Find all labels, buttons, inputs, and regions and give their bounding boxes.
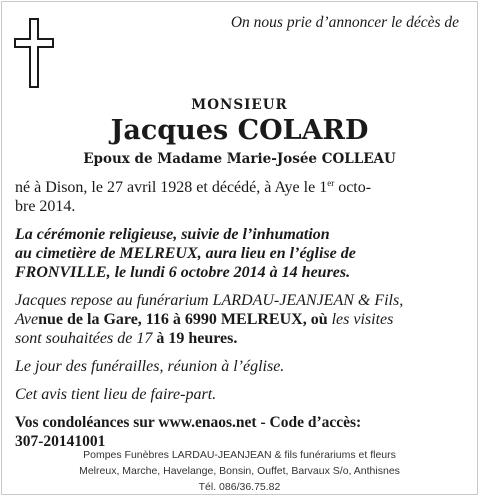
repose-line-1: Jacques repose au funérarium LARDAU-JEANJEAN & Fils, — [15, 292, 404, 309]
footer-line-1: Pompes Funèbres LARDAU-JEANJEAN & fils funérariums et fleurs — [83, 449, 396, 461]
ceremony-line-3: FRONVILLE, le lundi 6 octobre 2014 à 14 heures. — [15, 264, 351, 281]
funeral-home-footer — [2, 447, 477, 495]
deceased-name: Jacques COLARD — [110, 115, 369, 146]
ceremony-line-2: au cimetière de MELREUX, aura lieu en l’église de — [15, 245, 356, 262]
spouse-line: Epoux de Madame Marie-Josée COLLEAU — [83, 151, 396, 167]
repose-line-2c: les visites — [327, 311, 394, 328]
footer-line-2: Melreux, Marche, Havelange, Bonsin, Ouffet, Barvaux S/o, Anthisnes — [79, 465, 400, 477]
condolences-sep: - — [256, 414, 270, 431]
repose-line-3a: sont souhaitées de 17 — [15, 330, 157, 347]
condolences-paragraph — [15, 413, 463, 451]
birth-text-2: octo- — [334, 179, 372, 196]
access-code-label: Code d’accès: — [269, 414, 362, 431]
birth-sup: er — [327, 178, 335, 188]
repose-line-2a: Ave — [15, 311, 39, 328]
condolences-link[interactable]: Vos condoléances sur www.enaos.net — [15, 414, 257, 431]
repose-paragraph — [15, 291, 463, 348]
reunion-paragraph: Le jour des funérailles, réunion à l’église. — [15, 358, 285, 375]
repose-address: nue de la Gare, 116 à 6990 MELREUX, où — [38, 311, 328, 328]
birth-text-1: né à Dison, le 27 avril 1928 et décédé, à Aye le 1 — [15, 179, 328, 196]
honorific: MONSIEUR — [191, 97, 288, 113]
ceremony-line-1: La cérémonie religieuse, suivie de l’inhumation — [15, 226, 330, 243]
title-block — [2, 97, 477, 167]
birth-text-3: bre 2014. — [15, 198, 76, 215]
birth-paragraph — [15, 178, 463, 216]
ceremony-paragraph — [15, 225, 463, 282]
footer-phone: Tél. 086/36.75.82 — [198, 481, 281, 493]
intro-text: On nous prie d’annoncer le décès de — [230, 14, 459, 31]
access-code: 307-20141001 — [15, 433, 106, 450]
death-notice — [1, 1, 478, 495]
notice-body — [15, 178, 463, 451]
avis-paragraph: Cet avis tient lieu de faire-part. — [15, 386, 217, 403]
repose-hours: à 19 heures. — [156, 330, 238, 347]
cross-icon — [14, 18, 54, 88]
